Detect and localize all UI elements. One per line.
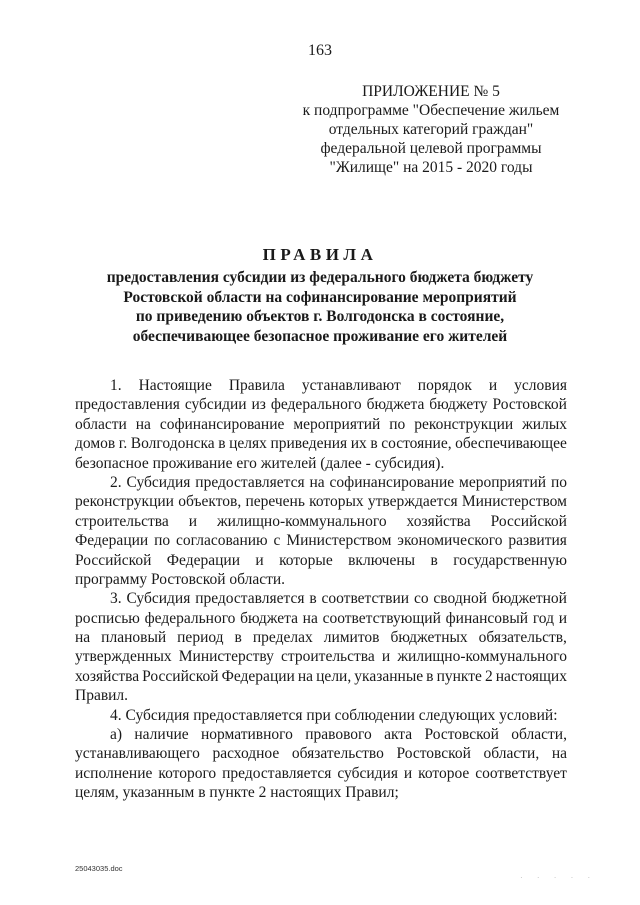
word: утвержденных xyxy=(75,648,172,666)
word: жилых xyxy=(522,415,567,433)
word: Федерации xyxy=(166,551,240,569)
word: правового xyxy=(305,726,372,744)
word: и xyxy=(403,764,413,782)
subtitle-line: по приведению объектов г. Волгодонска в состояние, xyxy=(135,308,505,325)
word: которое xyxy=(418,764,470,782)
word: бюджетных xyxy=(390,629,468,647)
paragraph xyxy=(75,376,567,473)
paragraph-line xyxy=(75,744,567,763)
paragraph-line xyxy=(75,512,567,531)
word: мероприятий xyxy=(293,415,381,433)
word: государственную xyxy=(453,551,567,569)
word: год xyxy=(532,609,554,627)
word: исполнение xyxy=(75,764,153,782)
word: софинансирование xyxy=(159,415,285,433)
word: по xyxy=(389,415,406,433)
paragraph-line: безопасное проживание его жителей (далее - субсидия). xyxy=(75,454,445,472)
appendix-line: федеральной целевой программы xyxy=(320,140,542,157)
word: реконструкции xyxy=(414,415,514,433)
word: на xyxy=(302,609,318,627)
word: Министерством xyxy=(286,532,392,550)
word: Российской xyxy=(490,512,567,530)
word: строительства xyxy=(281,648,375,666)
word: которые xyxy=(279,551,333,569)
paragraph-line xyxy=(75,589,567,608)
word: федерального xyxy=(144,609,236,627)
word: лимитов xyxy=(323,629,380,647)
paragraph xyxy=(75,725,567,803)
word: г. xyxy=(118,435,128,453)
word: в xyxy=(426,667,434,685)
word: устанавливающего xyxy=(75,745,200,763)
word: соответствии xyxy=(321,590,410,608)
word: а) xyxy=(110,726,123,744)
word: бюджетной xyxy=(491,590,567,608)
word: приведения xyxy=(270,435,348,453)
word: наличие xyxy=(134,726,189,744)
word: согласованию xyxy=(176,532,268,550)
paragraph-line xyxy=(75,628,567,647)
word: росписью xyxy=(75,609,140,627)
word: развития xyxy=(508,532,567,550)
word: пределах xyxy=(252,629,313,647)
word: предоставляется xyxy=(195,590,305,608)
paragraph xyxy=(75,473,567,589)
word: экономического xyxy=(397,532,503,550)
word: по xyxy=(154,532,171,550)
word: соответствует xyxy=(475,764,567,782)
paragraph-line xyxy=(75,434,567,453)
word: и xyxy=(488,377,498,394)
word: объектов, xyxy=(178,493,242,511)
document-subtitle xyxy=(80,268,560,346)
word: 2. xyxy=(110,473,122,491)
paragraph-line xyxy=(75,376,567,395)
word: в xyxy=(234,629,242,647)
word: 2 xyxy=(484,667,493,685)
word: на xyxy=(551,745,567,763)
subtitle-line: предоставления субсидии из федерального бюджета бюджету xyxy=(106,269,534,286)
word: Министерству xyxy=(178,648,274,666)
paragraph-line xyxy=(75,725,567,744)
word: федерального xyxy=(270,396,362,414)
word: Правила xyxy=(228,377,285,394)
word: устанавливают xyxy=(301,377,401,394)
word: Субсидия xyxy=(126,473,191,491)
paragraph-line: целям, указанным в пункте 2 настоящих Правил; xyxy=(75,784,399,802)
word: финансовый xyxy=(445,609,529,627)
appendix-line: отдельных категорий граждан" xyxy=(328,121,534,138)
word: области xyxy=(75,415,127,433)
word: 3. xyxy=(110,590,122,608)
word: порядок xyxy=(417,377,472,394)
document-body xyxy=(75,376,567,803)
word: по xyxy=(550,473,567,491)
word: целях xyxy=(229,435,267,453)
word: субсидия xyxy=(337,764,398,782)
word: из xyxy=(251,396,266,414)
paragraph-line xyxy=(75,551,567,570)
word: и xyxy=(558,609,567,627)
paragraph-line xyxy=(75,667,567,686)
word: Российской xyxy=(75,551,152,569)
word: области, xyxy=(511,726,567,744)
word: в xyxy=(218,435,226,453)
word: софинансирование xyxy=(329,473,455,491)
word: цели, xyxy=(316,667,352,685)
word: жилищно-коммунального xyxy=(216,512,387,530)
paragraph-line: Правил. xyxy=(75,687,129,705)
word: и xyxy=(188,512,197,530)
paragraph xyxy=(75,706,567,725)
word: сводной xyxy=(433,590,488,608)
word: в xyxy=(309,590,317,608)
word: соответствующий xyxy=(322,609,441,627)
word: Ростовской xyxy=(396,745,471,763)
word: субсидии xyxy=(184,396,247,414)
paragraph-line: 4. Субсидия предоставляется при соблюдении следующих условий: xyxy=(110,706,558,724)
word: на xyxy=(75,629,91,647)
word: реконструкции xyxy=(75,493,174,511)
word: 1. xyxy=(110,377,122,394)
word: их xyxy=(350,435,367,453)
word: бюджета xyxy=(366,396,425,414)
word: области, xyxy=(483,745,540,763)
paragraph-line xyxy=(75,473,567,492)
word: бюджета xyxy=(240,609,298,627)
subtitle-line: Ростовской области на софинансирование мероприятий xyxy=(123,288,517,306)
word: которых xyxy=(309,493,364,511)
scan-specks: · · · · · xyxy=(520,873,597,882)
word: в xyxy=(430,551,438,569)
word: состояние, xyxy=(381,435,452,453)
word: нормативного xyxy=(200,726,293,744)
paragraph-line xyxy=(75,395,567,414)
paragraph xyxy=(75,589,567,705)
word: расходное xyxy=(212,745,280,763)
word: Настоящие xyxy=(138,377,212,394)
paragraph-line xyxy=(75,647,567,666)
word: Федерации xyxy=(221,667,295,685)
word: с xyxy=(273,532,281,550)
word: настоящих xyxy=(495,667,567,685)
word: включены xyxy=(348,551,416,569)
word: Федерации xyxy=(75,532,149,550)
paragraph-line xyxy=(75,415,567,434)
page-number: 163 xyxy=(308,42,332,59)
word: условия xyxy=(514,377,567,394)
word: домов xyxy=(75,435,116,453)
word: на xyxy=(309,473,325,491)
word: предоставляется xyxy=(222,764,332,782)
paragraph-line xyxy=(75,609,567,628)
word: строительства xyxy=(75,512,169,530)
file-name: 25043035.doc xyxy=(75,864,123,873)
word: в xyxy=(370,435,378,453)
word: на xyxy=(135,415,151,433)
word: обеспечивающее xyxy=(455,435,567,453)
word: и xyxy=(381,648,391,666)
appendix-line: к подпрограмме "Обеспечение жильем xyxy=(302,102,560,119)
word: Министерством xyxy=(461,493,567,511)
word: акта xyxy=(384,726,413,744)
word: период xyxy=(177,629,224,647)
paragraph-line xyxy=(75,531,567,550)
word: жилищно-коммунального xyxy=(397,648,567,666)
paragraph-line: программу Ростовской области. xyxy=(75,570,286,588)
word: и xyxy=(255,551,264,569)
subtitle-line: обеспечивающее безопасное проживание его жителей xyxy=(132,327,508,345)
word: бюджету xyxy=(429,396,488,414)
appendix-line: ПРИЛОЖЕНИЕ № 5 xyxy=(362,83,500,100)
word: Ростовской xyxy=(424,726,499,744)
word: утверждается xyxy=(367,493,458,511)
appendix-header xyxy=(300,82,562,177)
word: которого xyxy=(158,764,217,782)
word: указанные xyxy=(354,667,424,685)
word: предоставляется xyxy=(195,473,305,491)
word: Российской xyxy=(142,667,219,685)
word: со xyxy=(413,590,429,608)
appendix-line: "Жилище" на 2015 - 2020 годы xyxy=(329,159,533,176)
word: предоставления xyxy=(75,396,180,414)
word: Ростовской xyxy=(492,396,567,414)
word: перечень xyxy=(245,493,305,511)
paragraph-line xyxy=(75,492,567,511)
word: мероприятий xyxy=(459,473,547,491)
word: хозяйства xyxy=(406,512,471,530)
word: обязательство xyxy=(291,745,384,763)
word: Волгодонска xyxy=(130,435,215,453)
word: на xyxy=(297,667,314,685)
word: пункте xyxy=(436,667,482,685)
word: обязательств, xyxy=(478,629,567,647)
word: хозяйства xyxy=(75,667,140,685)
document-title: ПРАВИЛА xyxy=(262,245,378,264)
word: плановый xyxy=(101,629,167,647)
word: Субсидия xyxy=(126,590,191,608)
paragraph-line xyxy=(75,764,567,783)
